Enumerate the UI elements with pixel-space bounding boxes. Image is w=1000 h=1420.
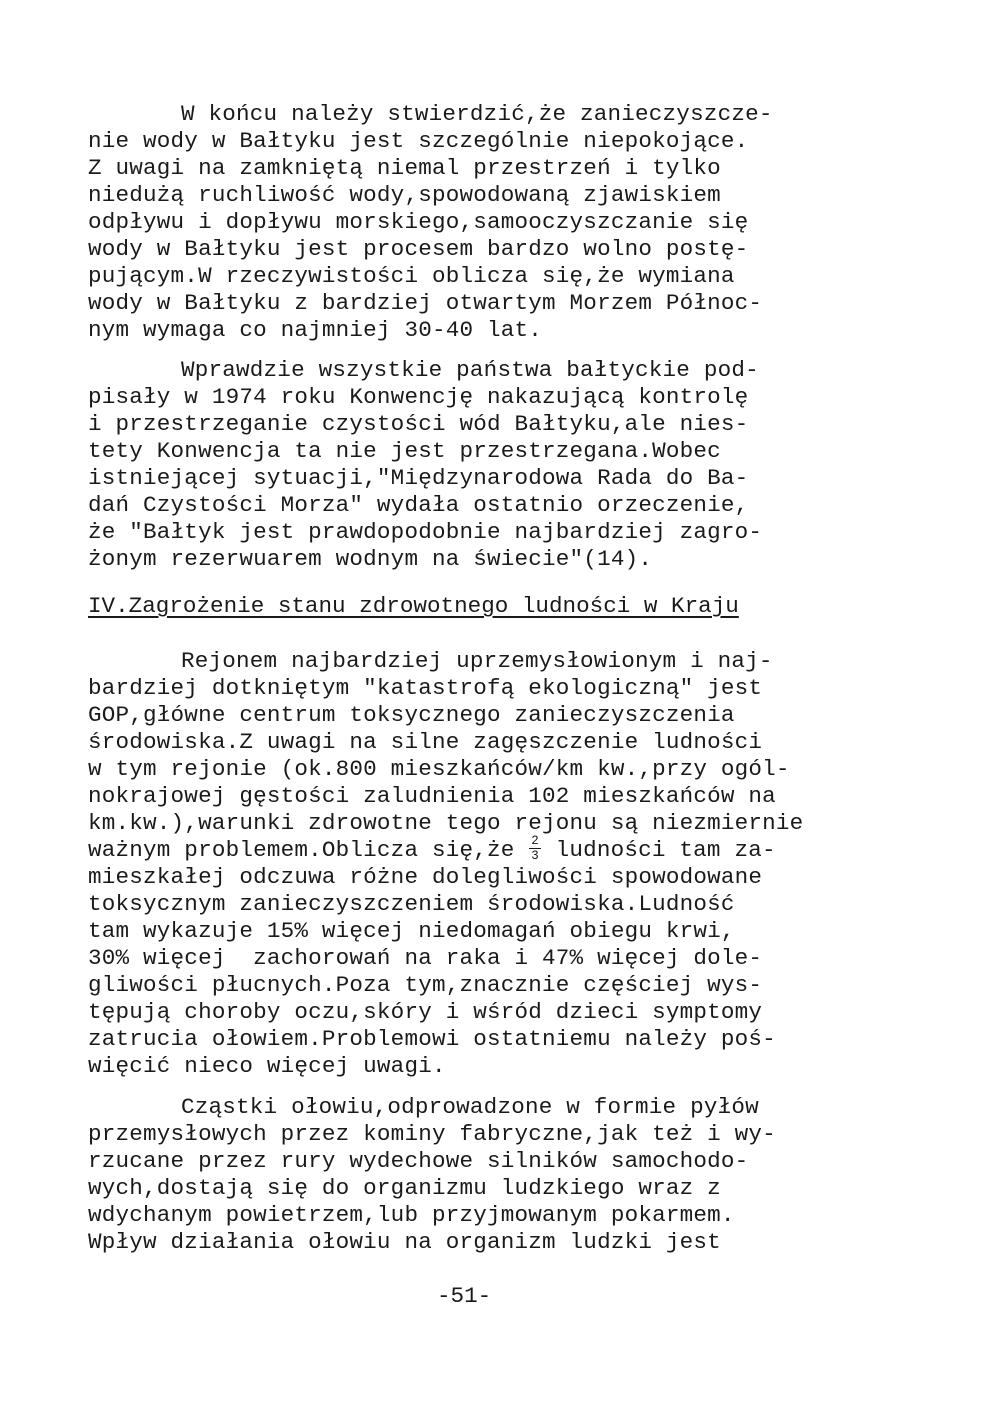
text-line: rzucane przez rury wydechowe silników samochodo-: [88, 1148, 749, 1174]
text-line: Cząstki ołowiu,odprowadzone w formie pyłów: [181, 1094, 759, 1120]
text-line: dań Czystości Morza" wydała ostatnio orzeczenie,: [88, 492, 749, 518]
text-line: W końcu należy stwierdzić,że zanieczyszcze-: [181, 101, 773, 127]
text-line: mieszkałej odczuwa różne dolegliwości spowodowane: [88, 864, 763, 890]
text-line: i przestrzeganie czystości wód Bałtyku,ale nies-: [88, 411, 749, 437]
text-line: zatrucia ołowiem.Problemowi ostatniemu należy poś-: [88, 1026, 776, 1052]
text-line: bardziej dotkniętym "katastrofą ekologiczną" jest: [88, 675, 763, 701]
text-line: gliwości płucnych.Poza tym,znacznie częściej wys-: [88, 972, 763, 998]
text-line: wody w Bałtyku jest procesem bardzo wolno postę-: [88, 236, 749, 262]
text-line: przemysłowych przez kominy fabryczne,jak też i wy-: [88, 1121, 776, 1147]
text-line: nym wymaga co najmniej 30-40 lat.: [88, 317, 543, 343]
fraction-numerator: 2: [531, 834, 539, 849]
section-heading: IV.Zagrożenie stanu zdrowotnego ludności w Kraju: [88, 593, 739, 619]
text-line: pisały w 1974 roku Konwencję nakazującą kontrolę: [88, 384, 749, 410]
text-line: Wpływ działania ołowiu na organizm ludzki jest: [88, 1229, 721, 1255]
text-line: 30% więcej zachorowań na raka i 47% więcej dole-: [88, 945, 763, 971]
text-segment: ważnym problemem.Oblicza się,że: [88, 837, 529, 864]
text-line: nie wody w Bałtyku jest szczególnie niepokojące.: [88, 128, 749, 154]
text-line: tety Konwencja ta nie jest przestrzegana.Wobec: [88, 438, 721, 464]
text-line: więcić nieco więcej uwagi.: [88, 1053, 446, 1079]
text-line: istniejącej sytuacji,"Międzynarodowa Rada do Ba-: [88, 465, 749, 491]
text-line: Wprawdzie wszystkie państwa bałtyckie pod-: [181, 357, 759, 383]
text-line: tępują choroby oczu,skóry i wśród dzieci symptomy: [88, 999, 763, 1025]
text-line: Z uwagi na zamkniętą niemal przestrzeń i tylko: [88, 155, 721, 181]
text-line: tam wykazuje 15% więcej niedomagań obiegu krwi,: [88, 918, 735, 944]
text-line: GOP,główne centrum toksycznego zanieczyszczenia: [88, 702, 735, 728]
text-line: środowiska.Z uwagi na silne zagęszczenie ludności: [88, 729, 763, 755]
fraction: [528, 834, 542, 864]
text-line-with-fraction: [88, 834, 776, 864]
text-line: odpływu i dopływu morskiego,samooczyszczanie się: [88, 209, 749, 235]
text-line: wdychanym powietrzem,lub przyjmowanym pokarmem.: [88, 1202, 735, 1228]
text-line: toksycznym zanieczyszczeniem środowiska.Ludność: [88, 891, 735, 917]
text-line: nokrajowej gęstości zaludnienia 102 mieszkańców na: [88, 783, 776, 809]
text-line: że "Bałtyk jest prawdopodobnie najbardziej zagro-: [88, 519, 763, 545]
text-line: km.kw.),warunki zdrowotne tego rejonu są niezmiernie: [88, 810, 804, 836]
text-segment: ludności tam za-: [541, 837, 776, 864]
text-line: w tym rejonie (ok.800 mieszkańców/km kw.,przy ogól-: [88, 756, 790, 782]
text-line: niedużą ruchliwość wody,spowodowaną zjawiskiem: [88, 182, 721, 208]
page-number: -51-: [437, 1283, 492, 1309]
fraction-denominator: 3: [531, 849, 539, 864]
text-line: żonym rezerwuarem wodnym na świecie"(14).: [88, 546, 653, 572]
text-line: wody w Bałtyku z bardziej otwartym Morzem Północ-: [88, 290, 763, 316]
text-line: wych,dostają się do organizmu ludzkiego wraz z: [88, 1175, 721, 1201]
text-line: Rejonem najbardziej uprzemysłowionym i naj-: [181, 648, 773, 674]
text-line: pującym.W rzeczywistości oblicza się,że wymiana: [88, 263, 735, 289]
